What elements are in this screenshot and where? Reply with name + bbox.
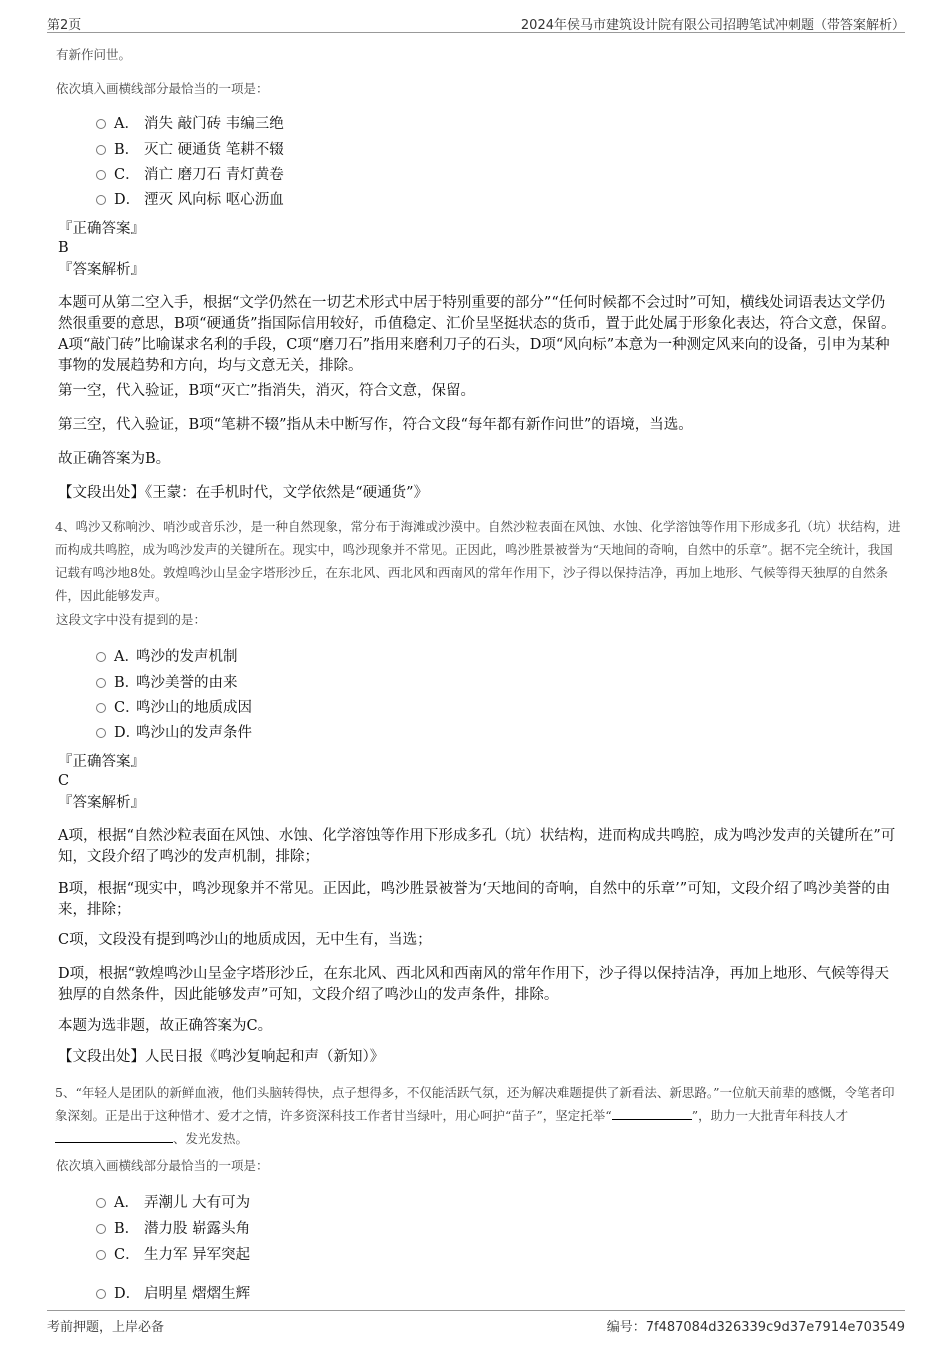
q4-source: 【文段出处】人民日报《鸣沙复响起和声（新知）》 xyxy=(58,1049,385,1065)
q5-option-b[interactable]: B． 潜力股 崭露头角 xyxy=(96,1219,250,1239)
q4-option-c[interactable]: C．鸣沙山的地质成因 xyxy=(96,698,252,718)
q5-option-c[interactable]: C． 生力军 异军突起 xyxy=(96,1245,250,1265)
radio-icon[interactable] xyxy=(96,652,106,662)
q5-stem: 5、“年轻人是团队的新鲜血液，他们头脑转得快，点子想得多，不仅能活跃气氛，还为解决难题提供了新看法、新思路。”一位航天前辈的感慨，令笔者印象深刻。正是出于这种惜才、爱才之情，许多资深科技工作者甘当绿叶，用心呵护“苗子”，坚定托举“ ”，助力一大批青年科技人才、发光发热。 xyxy=(55,1085,895,1146)
q4-analysis-para: B项，根据“现实中，鸣沙现象并不常见。正因此，鸣沙胜景被誉为‘天地间的奇响，自然中的乐章’”可知，文段介绍了鸣沙美誉的由来，排除； xyxy=(58,881,891,918)
radio-icon[interactable] xyxy=(96,145,106,155)
q4-analysis-para: 本题为选非题，故正确答案为C。 xyxy=(58,1018,273,1034)
q3-analysis-para: 故正确答案为B。 xyxy=(58,451,171,467)
blank-line xyxy=(612,1107,692,1120)
q5-option-d[interactable]: D． 启明星 熠熠生辉 xyxy=(96,1284,250,1304)
q3-option-d[interactable]: D． 湮灭 风向标 呕心沥血 xyxy=(96,190,284,210)
q4-analysis-heading: 『答案解析』 xyxy=(58,795,145,811)
radio-icon[interactable] xyxy=(96,728,106,738)
radio-icon[interactable] xyxy=(96,170,106,180)
q3-answer-heading: 『正确答案』 xyxy=(58,221,145,237)
q3-analysis-para: 第三空，代入验证，B项“笔耕不辍”指从未中断写作，符合文段“每年都有新作问世”的语境，当选。 xyxy=(58,417,693,433)
q4-analysis-para: D项，根据“敦煌鸣沙山呈金字塔形沙丘，在东北风、西北风和西南风的常年作用下，沙子得以保持洁净，再加上地形、气候等得天独厚的自然条件，因此能够发声”可知，文段介绍了鸣沙山的发声条件，排除。 xyxy=(58,966,890,1003)
document-id: 编号：7f487084d326339c9d37e7914e703549 xyxy=(606,1320,905,1335)
q3-option-a[interactable]: A． 消失 敲门砖 韦编三绝 xyxy=(96,114,284,134)
q5-option-a[interactable]: A． 弄潮儿 大有可为 xyxy=(96,1193,250,1213)
q3-analysis-para: 第一空，代入验证，B项“灭亡”指消失，消灭，符合文意，保留。 xyxy=(58,383,475,399)
footer-slogan: 考前押题，上岸必备 xyxy=(47,1320,165,1335)
radio-icon[interactable] xyxy=(96,1198,106,1208)
q3-stem-tail: 有新作问世。 xyxy=(56,47,132,62)
q3-analysis-para: 本题可从第二空入手，根据“文学仍然在一切艺术形式中居于特别重要的部分”“任何时候都不会过时”可知，横线处词语表达文学仍然很重要的意思，B项“硬通货”指国际信用较好，币值稳定、汇价呈坚挺状态的货币，置于此处属于形象化表达，符合文意，保留。A项“敲门砖”比喻谋求名利的手段，C项“磨刀石”指用来磨利刀子的石头，D项“风向标”本意为一种测定风来向的设备，引申为某种事物的发展趋势和方向，均与文意无关，排除。 xyxy=(58,295,896,374)
q4-option-b[interactable]: B．鸣沙美誉的由来 xyxy=(96,673,238,693)
page-footer xyxy=(47,1310,905,1335)
radio-icon[interactable] xyxy=(96,678,106,688)
blank-line xyxy=(55,1130,173,1143)
radio-icon[interactable] xyxy=(96,1250,106,1260)
radio-icon[interactable] xyxy=(96,1289,106,1299)
q5-prompt: 依次填入画横线部分最恰当的一项是： xyxy=(56,1158,269,1173)
q4-prompt: 这段文字中没有提到的是： xyxy=(56,612,207,627)
page-number: 第2页 xyxy=(47,18,82,33)
document-title: 2024年侯马市建筑设计院有限公司招聘笔试冲刺题（带答案解析） xyxy=(520,18,905,33)
page-header xyxy=(47,12,905,33)
q3-option-c[interactable]: C． 消亡 磨刀石 青灯黄卷 xyxy=(96,165,284,185)
q4-answer-heading: 『正确答案』 xyxy=(58,754,145,770)
q4-option-d[interactable]: D．鸣沙山的发声条件 xyxy=(96,723,252,743)
q4-stem: 4、鸣沙又称响沙、哨沙或音乐沙，是一种自然现象，常分布于海滩或沙漠中。自然沙粒表面在风蚀、水蚀、化学溶蚀等作用下形成多孔（坑）状结构，进而构成共鸣腔，成为鸣沙发声的关键所在。现实中，鸣沙现象并不常见。正因此，鸣沙胜景被誉为“天地间的奇响，自然中的乐章”。据不完全统计，我国记载有鸣沙地8处。敦煌鸣沙山呈金字塔形沙丘，在东北风、西北风和西南风的常年作用下，沙子得以保持洁净，再加上地形、气候等得天独厚的自然条件，因此能够发声。 xyxy=(55,519,901,603)
q4-answer: C xyxy=(58,773,70,789)
q4-analysis-para: C项，文段没有提到鸣沙山的地质成因，无中生有，当选； xyxy=(58,932,432,948)
radio-icon[interactable] xyxy=(96,703,106,713)
radio-icon[interactable] xyxy=(96,119,106,129)
radio-icon[interactable] xyxy=(96,195,106,205)
q3-analysis-heading: 『答案解析』 xyxy=(58,262,145,278)
radio-icon[interactable] xyxy=(96,1224,106,1234)
q4-option-a[interactable]: A．鸣沙的发声机制 xyxy=(96,647,238,667)
q3-prompt: 依次填入画横线部分最恰当的一项是： xyxy=(56,81,269,96)
q3-option-b[interactable]: B． 灭亡 硬通货 笔耕不辍 xyxy=(96,140,284,160)
q4-analysis-para: A项，根据“自然沙粒表面在风蚀、水蚀、化学溶蚀等作用下形成多孔（坑）状结构，进而构成共鸣腔，成为鸣沙发声的关键所在”可知，文段介绍了鸣沙的发声机制，排除； xyxy=(58,828,896,865)
q3-source: 【文段出处】《王蒙：在手机时代，文学依然是“硬通货”》 xyxy=(58,485,429,501)
q3-answer: B xyxy=(58,240,69,256)
